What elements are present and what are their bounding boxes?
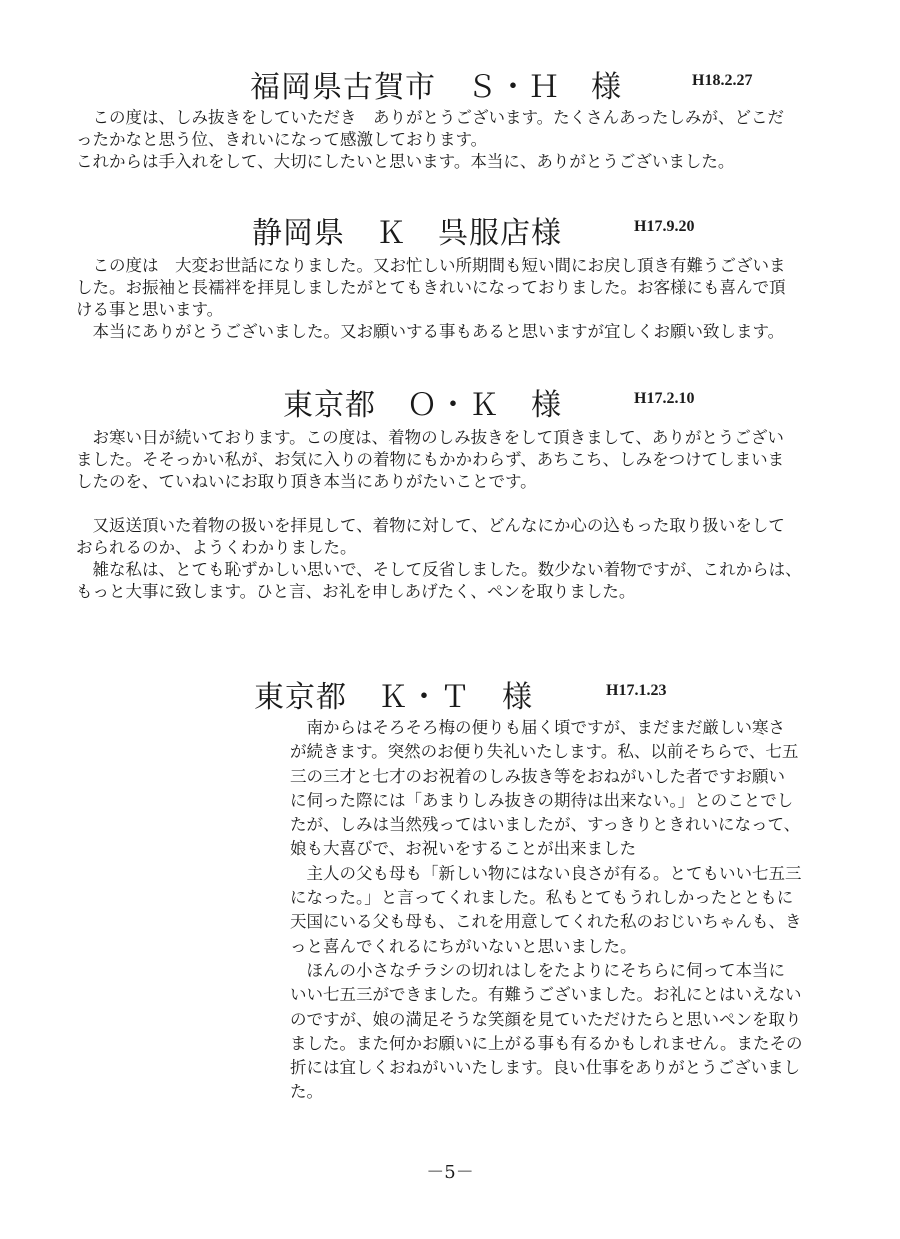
letter-date: H17.9.20 xyxy=(634,218,695,235)
text-line: いい七五三ができました。有難うございました。お礼にとはいえない xyxy=(290,985,802,1005)
text-line: 娘も大喜びで、お祝いをすることが出来ました xyxy=(290,839,637,859)
text-line: 天国にいる父も母も、これを用意してくれた私のおじいちゃんも、き xyxy=(290,912,802,932)
letter-heading xyxy=(254,672,814,716)
letter-body xyxy=(76,255,786,343)
text-line: ました。そそっかい私が、お気に入りの着物にもかかわらず、あちこち、しみをつけてしまいま xyxy=(76,450,785,469)
text-line: 主人の父も母も「新しい物にはない良さが有る。とてもいい七五三 xyxy=(290,863,802,883)
text-line: ける事と思います。 xyxy=(76,300,224,319)
text-line: お寒い日が続いております。この度は、着物のしみ抜きをして頂きまして、ありがとうござい xyxy=(76,428,784,447)
text-line: ったかなと思う位、きれいになって感激しております。 xyxy=(76,130,488,149)
text-line: のですが、娘の満足そうな笑顔を見ていただけたらと思いペンを取り xyxy=(290,1009,802,1029)
text-line: 雑な私は、とても恥ずかしい思いで、そして反省しました。数少ない着物ですが、これからは、 xyxy=(76,560,802,579)
letter-body xyxy=(290,716,803,1105)
letter-title: 東京都 Ｏ・Ｋ 様 xyxy=(283,388,562,423)
text-line: 南からはそろそろ梅の便りも届く頃ですが、まだまだ厳しい寒さ xyxy=(290,718,785,737)
letter-date: H17.2.10 xyxy=(634,390,695,407)
letter-heading xyxy=(252,208,812,252)
text-line: したのを、ていねいにお取り頂き本当にありがたいことです。 xyxy=(76,472,537,491)
letter-body xyxy=(76,107,784,173)
text-line: おられるのか、ようくわかりました。 xyxy=(76,538,357,557)
blank-line xyxy=(76,493,802,515)
text-line: これからは手入れをして、大切にしたいと思います。本当に、ありがとうございました。 xyxy=(76,152,735,171)
letter-date: H18.2.27 xyxy=(692,72,753,89)
letter-title: 東京都 Ｋ・Ｔ 様 xyxy=(254,680,533,715)
text-line: 又返送頂いた着物の扱いを拝見して、着物に対して、どんなにか心の込もった取り扱いをして xyxy=(76,516,785,535)
text-line: この度は、しみ抜きをしていただき ありがとうございます。たくさんあったしみが、どこだ xyxy=(76,108,785,127)
text-line: 折には宜しくおねがいいたします。良い仕事をありがとうございまし xyxy=(290,1058,801,1078)
text-line: もっと大事に致します。ひと言、お礼を申しあげたく、ペンを取りました。 xyxy=(76,582,636,601)
text-line: が続きます。突然のお便り失礼いたします。私、以前そちらで、七五 xyxy=(290,742,799,762)
text-line: っと喜んでくれるにちがいないと思いました。 xyxy=(290,936,637,956)
letter-date: H17.1.23 xyxy=(606,682,667,699)
letter-title: 静岡県 Ｋ 呉服店様 xyxy=(252,216,562,251)
page-number: －5－ xyxy=(426,1162,474,1183)
text-line: に伺った際には「あまりしみ抜きの期待は出来ない。」とのことでし xyxy=(290,790,794,810)
text-line: この度は 大変お世話になりました。又お忙しい所期間も短い間にお戻し頂き有難うございま xyxy=(76,256,786,275)
text-line: たが、しみは当然残ってはいましたが、すっきりときれいになって、 xyxy=(290,815,801,835)
text-line: になった。」と言ってくれました。私もとてもうれしかったとともに xyxy=(290,888,794,908)
letter-heading xyxy=(283,380,843,424)
text-line: た。 xyxy=(290,1082,323,1102)
letter-heading xyxy=(250,62,810,106)
letter-body xyxy=(76,427,802,603)
letter-title: 福岡県古賀市 Ｓ・Ｈ 様 xyxy=(250,70,622,105)
text-line: した。お振袖と長襦袢を拝見しましたがとてもきれいになっておりました。お客様にも喜んで頂 xyxy=(76,278,786,297)
text-line: 三の三才と七才のお祝着のしみ抜き等をおねがいした者ですお願い xyxy=(290,766,785,786)
text-line: ました。また何かお願いに上がる事も有るかもしれません。またその xyxy=(290,1033,803,1053)
text-line: ほんの小さなチラシの切れはしをたよりにそちらに伺って本当に xyxy=(290,960,785,980)
text-line: 本当にありがとうございました。又お願いする事もあると思いますが宜しくお願い致します。 xyxy=(76,322,785,341)
